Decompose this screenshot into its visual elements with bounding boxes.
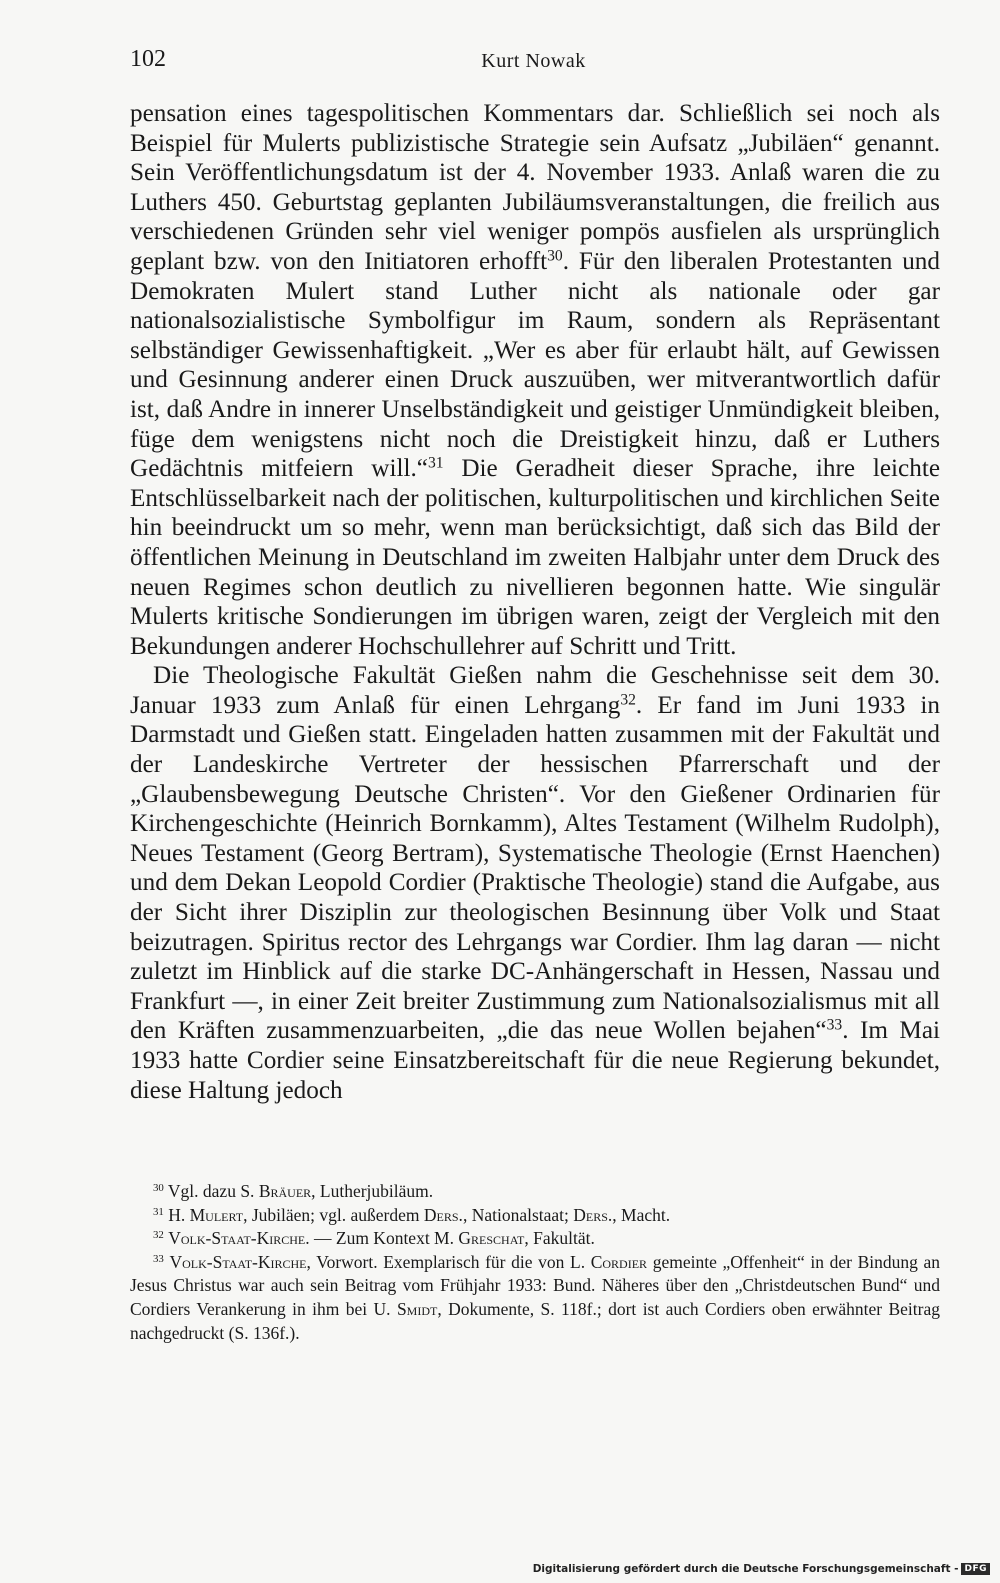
credit-text: Digitalisierung gefördert durch die Deutsche Forschungsgemeinschaft -	[532, 1563, 959, 1575]
page-number: 102	[130, 46, 166, 72]
paragraph-1: pensation eines tagespolitischen Kommentars dar. Schließlich sei noch als Beispiel für Mulerts publizistische Strategie sein Aufsatz „Jubiläen“ genannt. Sein Veröffentlichungsdatum ist der 4. November 1933. Anlaß waren die zu Luthers 450. Geburtstag geplanten Jubiläumsveranstaltungen, die freilich aus verschiedenen Gründen sehr viel weniger pompös ausfielen als ursprünglich geplant bzw. von den Initiatoren erhofft$^{30}$. Für den liberalen Protestanten und Demokraten Mulert stand Luther nicht als nationale oder gar nationalsozialistische Symbolfigur im Raum, sondern als Repräsentant selbständiger Gewissenhaftigkeit. „Wer es aber für erlaubt hält, auf Gewissen und Gesinnung anderer einen Druck auszuüben, wer mitverantwortlich dafür ist, daß Andre in innerer Unselbständigkeit und geistiger Unmündigkeit bleiben, füge dem wenigstens nicht noch die Dreistigkeit hinzu, daß er Luthers Gedächtnis mitfeiern will.“$^{31}$ Die Geradheit dieser Sprache, ihre leichte Entschlüsselbarkeit nach der politischen, kulturpolitischen und kirchlichen Seite hin beeindruckt um so mehr, wenn man berücksichtigt, daß sich das Bild der öffentlichen Meinung in Deutschland im zweiten Halbjahr unter dem Druck des neuen Regimes schon deutlich zu nivellieren begonnen hatte. Wie singulär Mulerts kritische Sondierungen im übrigen waren, zeigt der Vergleich mit den Bekundungen anderer Hochschullehrer auf Schritt und Tritt.	[130, 100, 941, 660]
footnotes	[130, 1180, 940, 1345]
footnote-30: $^{30}$ Vgl. dazu S. Bräuer, Lutherjubiläum.	[153, 1181, 434, 1201]
paragraph-2: Die Theologische Fakultät Gießen nahm die Geschehnisse seit dem 30. Januar 1933 zum Anlaß für einen Lehrgang$^{32}$. Er fand im Juni 1933 in Darmstadt und Gießen statt. Eingeladen hatten zusammen mit der Fakultät und der Landeskirche Vertreter der hessischen Pfarrerschaft und der „Glaubensbewegung Deutsche Christen“. Vor den Gießener Ordinarien für Kirchengeschichte (Heinrich Bornkamm), Altes Testament (Wilhelm Rudolph), Neues Testament (Georg Bertram), Systematische Theologie (Ernst Haenchen) und dem Dekan Leopold Cordier (Praktische Theologie) stand die Aufgabe, aus der Sicht ihrer Disziplin zur theologischen Besinnung über Volk und Staat beizutragen. Spiritus rector des Lehrgangs war Cordier. Ihm lag daran — nicht zuletzt im Hinblick auf die starke DC-Anhängerschaft in Hessen, Nassau und Frankfurt —, in einer Zeit breiter Zustimmung zum Nationalsozialismus mit all den Kräften zusammenzuarbeiten, „die das neue Wollen bejahen“$^{33}$. Im Mai 1933 hatte Cordier seine Einsatzbereitschaft für die neue Regierung bekundet, diese Haltung jedoch	[130, 662, 941, 1104]
page-header	[130, 46, 937, 80]
running-head: Kurt Nowak	[481, 50, 586, 72]
footnote-ref[interactable]: 30	[547, 247, 563, 265]
digitization-credit	[533, 1563, 990, 1575]
footnote-31: $^{31}$ H. Mulert, Jubiläen; vgl. außerdem Ders., Nationalstaat; Ders., Macht.	[153, 1204, 671, 1225]
footnote-ref[interactable]: 33	[826, 1016, 843, 1034]
dfg-logo-icon: DFG	[961, 1563, 990, 1575]
footnote-32: $^{32}$ Volk-Staat-Kirche. — Zum Kontext M. Greschat, Fakultät.	[153, 1228, 595, 1249]
main-text	[130, 99, 940, 1105]
footnote-ref[interactable]: 31	[427, 454, 444, 472]
footnote-33: $^{33}$ Volk-Staat-Kirche, Vorwort. Exemplarisch für die von L. Cordier gemeinte „Offenheit“ in der Bindung an Jesus Christus war auch sein Beitrag vom Frühjahr 1933: Bund. Näheres über den „Christdeutschen Bund“ und Cordiers Verankerung in ihm bei U. Smidt, Dokumente, S. 118f.; dort ist auch Cordiers oben erwähnter Beitrag nachgedruckt (S. 136f.).	[130, 1251, 941, 1343]
footnote-ref[interactable]: 32	[620, 691, 636, 709]
